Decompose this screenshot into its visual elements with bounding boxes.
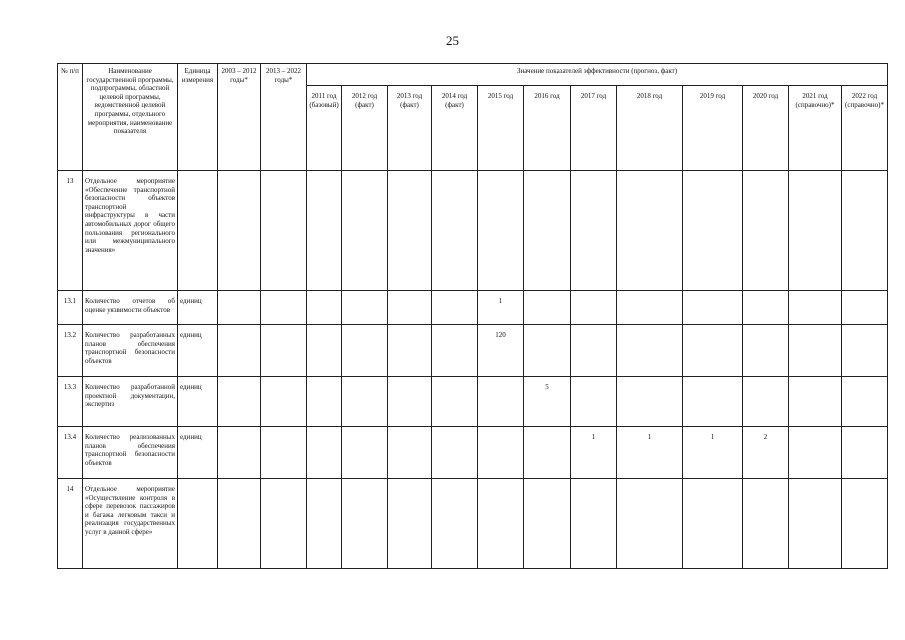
row-period-2013-2022 [261,291,307,325]
row-name: Количество отчетов об оценке уязвимости объектов [83,291,178,325]
row-value [342,427,388,479]
row-value [743,291,789,325]
row-value [432,427,478,479]
header-year: 2017 год [571,86,617,171]
row-period-2003-2012 [218,171,261,291]
row-value [432,377,478,427]
header-year: 2011 год (базовый) [307,86,342,171]
row-period-2013-2022 [261,479,307,569]
row-value [524,171,571,291]
header-period-2013-2022: 2013 – 2022 годы* [261,64,307,171]
table-row [58,325,888,377]
row-value [683,291,743,325]
row-value [524,479,571,569]
row-value [432,171,478,291]
row-value: 1 [617,427,683,479]
table-row [58,171,888,291]
header-year: 2021 год (справочно)* [789,86,842,171]
row-value [789,427,842,479]
row-period-2013-2022 [261,171,307,291]
header-year: 2014 год (факт) [432,86,478,171]
row-number: 13.4 [58,427,83,479]
row-period-2003-2012 [218,325,261,377]
row-value [617,171,683,291]
row-value [743,171,789,291]
row-value [388,377,432,427]
row-value [432,325,478,377]
header-num: № п/п [58,64,83,171]
row-value [524,325,571,377]
page-number: 25 [446,33,459,48]
row-value [388,479,432,569]
row-value [432,291,478,325]
header-year: 2022 год (справочно)* [842,86,888,171]
row-unit [178,479,218,569]
row-value [571,325,617,377]
row-value [432,479,478,569]
row-period-2013-2022 [261,427,307,479]
header-row [58,64,888,86]
row-value [842,291,888,325]
row-value [307,325,342,377]
table-row [58,479,888,569]
row-value [342,377,388,427]
row-value [524,427,571,479]
row-value [571,377,617,427]
row-value: 1 [571,427,617,479]
header-name: Наименование государственной программы, подпрограммы, областной целевой программы, ведомственной целевой программы, отдельного мероприятия, наименование показателя [83,64,178,171]
row-value [524,291,571,325]
row-value [842,171,888,291]
header-year: 2015 год [478,86,524,171]
row-value [683,325,743,377]
row-value [842,325,888,377]
table-row [58,427,888,479]
row-value: 1 [683,427,743,479]
table-row [58,291,888,325]
row-name: Отдельное мероприятие «Обеспечение транспортной безопасности объектов транспортной инфраструктуры в части автомобильных дорог общего пользования регионального или межмуниципального значения» [83,171,178,291]
row-value [307,377,342,427]
row-value [683,171,743,291]
row-value: 5 [524,377,571,427]
row-value [307,291,342,325]
row-value [617,479,683,569]
header-unit: Единица измерения [178,64,218,171]
row-value [307,171,342,291]
header-year: 2012 год (факт) [342,86,388,171]
header-year: 2016 год [524,86,571,171]
row-value [571,291,617,325]
row-value [571,171,617,291]
row-value [478,377,524,427]
row-value [842,479,888,569]
row-value [683,479,743,569]
row-unit: единиц [178,377,218,427]
row-value [789,479,842,569]
row-value: 2 [743,427,789,479]
row-period-2003-2012 [218,479,261,569]
header-year: 2018 год [617,86,683,171]
row-value [617,377,683,427]
row-number: 14 [58,479,83,569]
row-unit: единиц [178,427,218,479]
row-value [478,427,524,479]
header-year: 2013 год (факт) [388,86,432,171]
row-value [342,291,388,325]
row-number: 13 [58,171,83,291]
row-value [388,325,432,377]
row-value [743,479,789,569]
row-value [478,479,524,569]
row-value [789,325,842,377]
row-period-2013-2022 [261,325,307,377]
row-value [842,377,888,427]
row-value [617,291,683,325]
row-name: Количество разработанной проектной документации, экспертиз [83,377,178,427]
indicators-table [57,63,888,569]
row-period-2003-2012 [218,377,261,427]
row-unit: единиц [178,291,218,325]
row-value [789,377,842,427]
row-name: Количество разработанных планов обеспечения транспортной безопасности объектов [83,325,178,377]
row-name: Отдельное мероприятие «Осуществление контроля в сфере перевозок пассажиров и багажа легковым такси и реализация государственных услуг в данной сфере» [83,479,178,569]
row-value [478,171,524,291]
row-unit [178,171,218,291]
header-year: 2020 год [743,86,789,171]
table-body [58,171,888,569]
row-value [342,479,388,569]
row-value [388,171,432,291]
row-value [743,325,789,377]
row-value [388,427,432,479]
row-value [342,171,388,291]
row-name: Количество реализованных планов обеспечения транспортной безопасности объектов [83,427,178,479]
table-row [58,377,888,427]
header-period-2003-2012: 2003 – 2012 годы* [218,64,261,171]
row-number: 13.3 [58,377,83,427]
row-number: 13.2 [58,325,83,377]
row-value [683,377,743,427]
row-value [388,291,432,325]
row-value [789,171,842,291]
row-period-2013-2022 [261,377,307,427]
row-value [789,291,842,325]
row-value [743,377,789,427]
row-period-2003-2012 [218,427,261,479]
row-value [307,427,342,479]
header-year: 2019 год [683,86,743,171]
row-value [842,427,888,479]
header-values-group: Значение показателей эффективности (прогноз, факт) [307,64,888,86]
row-value: 120 [478,325,524,377]
row-unit: единиц [178,325,218,377]
row-value [307,479,342,569]
row-period-2003-2012 [218,291,261,325]
row-value: 1 [478,291,524,325]
row-value [571,479,617,569]
row-value [342,325,388,377]
row-value [617,325,683,377]
row-number: 13.1 [58,291,83,325]
